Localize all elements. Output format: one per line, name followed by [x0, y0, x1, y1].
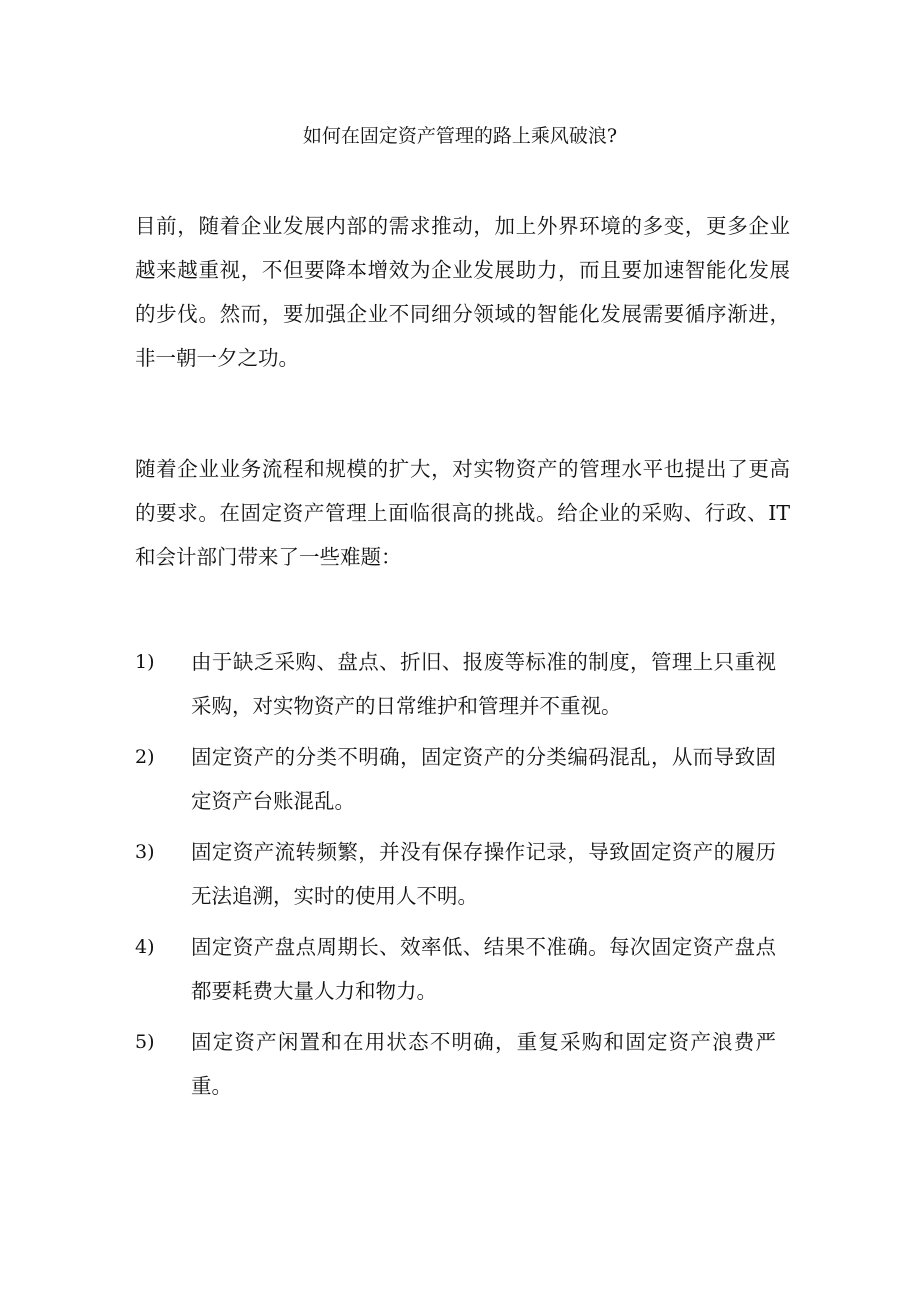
- list-item-number: 4): [135, 936, 155, 958]
- challenges-paragraph: 随着企业业务流程和规模的扩大，对实物资产的管理水平也提出了更高的要求。在固定资产管理上面临很高的挑战。给企业的采购、行政、IT和会计部门带来了一些难题：: [135, 457, 790, 569]
- list-item-number: 3): [135, 841, 155, 863]
- list-item: [135, 1020, 795, 1110]
- list-item-text: 由于缺乏采购、盘点、折旧、报废等标准的制度，管理上只重视采购，对实物资产的日常维护和管理并不重视。: [191, 650, 776, 718]
- list-item: [135, 735, 795, 825]
- list-item-text: 固定资产流转频繁，并没有保存操作记录，导致固定资产的履历无法追溯，实时的使用人不明。: [191, 840, 776, 908]
- list-item: [135, 925, 795, 1015]
- list-item-text: 固定资产闲置和在用状态不明确，重复采购和固定资产浪费严重。: [191, 1030, 776, 1098]
- list-item-number: 1): [135, 651, 155, 673]
- intro-paragraph: 目前，随着企业发展内部的需求推动，加上外界环境的多变，更多企业越来越重视，不但要降本增效为企业发展助力，而且要加速智能化发展的步伐。然而，要加强企业不同细分领域的智能化发展需要循序渐进，非一朝一夕之功。: [135, 214, 790, 370]
- list-item-text: 固定资产盘点周期长、效率低、结果不准确。每次固定资产盘点都要耗费大量人力和物力。: [191, 935, 776, 1003]
- list-item-number: 2): [135, 746, 155, 768]
- list-item: [135, 640, 795, 730]
- document-title: 如何在固定资产管理的路上乘风破浪?: [302, 125, 618, 147]
- list-item: [135, 830, 795, 920]
- problem-list: [135, 640, 795, 1115]
- list-item-text: 固定资产的分类不明确，固定资产的分类编码混乱，从而导致固定资产台账混乱。: [191, 745, 776, 813]
- list-item-number: 5): [135, 1031, 155, 1053]
